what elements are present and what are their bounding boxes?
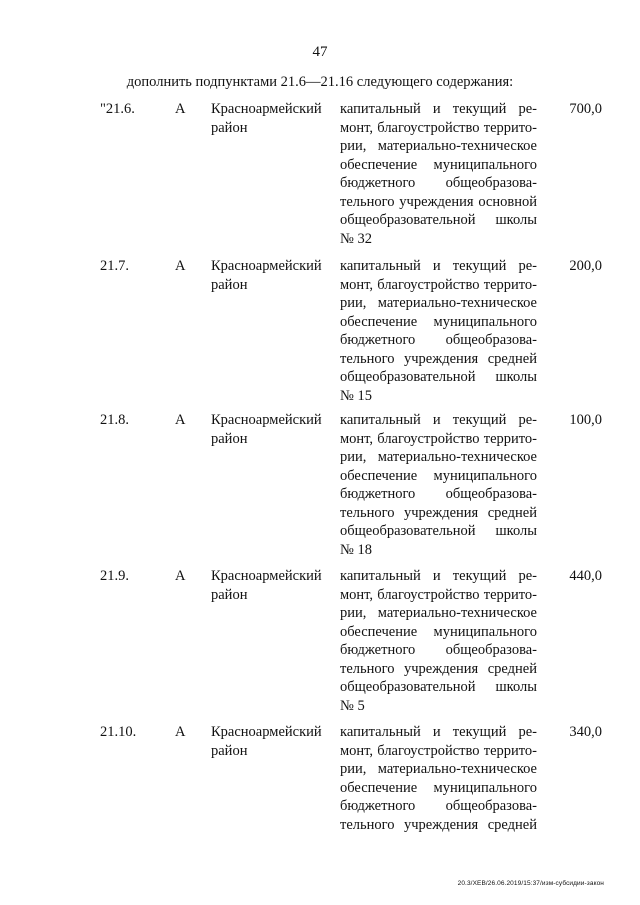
description-line: бюджетного общеобразова- (340, 642, 537, 658)
district-line: Красноармейский (211, 412, 322, 428)
district-line: Красноармейский (211, 101, 322, 117)
description-line: тельного учреждения средней (340, 350, 537, 367)
entry-district (211, 411, 326, 448)
entry-description (340, 567, 537, 715)
entry-description (340, 723, 537, 834)
description-line: общеобразовательной школы (340, 212, 537, 228)
description-line: № 15 (340, 387, 372, 404)
description-line: капитальный и текущий ре- (340, 101, 537, 117)
description-line: бюджетного общеобразова- (340, 798, 537, 814)
intro-text: дополнить подпунктами 21.6—21.16 следующего содержания: (126, 74, 514, 90)
entry-number: 21.7. (100, 258, 129, 274)
description-line: капитальный и текущий ре- (340, 724, 537, 740)
entry-category: А (175, 724, 186, 740)
entry-description (340, 257, 537, 405)
page-number: 47 (312, 44, 328, 60)
entry-district (211, 257, 326, 294)
entry-category: А (175, 101, 186, 117)
district-line: район (211, 742, 248, 759)
description-line: бюджетного общеобразова- (340, 175, 537, 191)
entry-amount: 200,0 (569, 258, 602, 274)
entry-amount: 340,0 (569, 724, 602, 740)
description-line: монт, благоустройство террито- (340, 119, 537, 136)
description-line: капитальный и текущий ре- (340, 412, 537, 428)
district-line: район (211, 119, 248, 136)
entry-category: А (175, 568, 186, 584)
entry-number: 21.9. (100, 568, 129, 584)
entry-category: А (175, 412, 186, 428)
description-line: бюджетного общеобразова- (340, 486, 537, 502)
footer-stamp: 20.3/ХЕВ/26.06.2019/15:37/изм-субсидии-закон (457, 880, 604, 887)
description-line: бюджетного общеобразова- (340, 332, 537, 348)
district-line: Красноармейский (211, 724, 322, 740)
description-line: рии, материально-техническое (340, 138, 537, 154)
description-line: монт, благоустройство террито- (340, 586, 537, 603)
description-line: обеспечение муниципального (340, 467, 537, 484)
district-line: район (211, 276, 248, 293)
description-line: монт, благоустройство террито- (340, 430, 537, 447)
district-line: Красноармейский (211, 568, 322, 584)
description-line: рии, материально-техническое (340, 449, 537, 465)
entry-district (211, 100, 326, 137)
description-line: монт, благоустройство террито- (340, 742, 537, 759)
entry-amount: 100,0 (569, 412, 602, 428)
description-line: капитальный и текущий ре- (340, 568, 537, 584)
entry-description (340, 100, 537, 248)
description-line: рии, материально-техническое (340, 605, 537, 621)
description-line: общеобразовательной школы (340, 679, 537, 695)
description-line: монт, благоустройство террито- (340, 276, 537, 293)
district-line: район (211, 430, 248, 447)
entry-district (211, 567, 326, 604)
entry-amount: 700,0 (569, 101, 602, 117)
entry-number: 21.8. (100, 412, 129, 428)
description-line: обеспечение муниципального (340, 313, 537, 330)
entry-amount: 440,0 (569, 568, 602, 584)
description-line: тельного учреждения средней (340, 660, 537, 677)
description-line: общеобразовательной школы (340, 369, 537, 385)
entry-category: А (175, 258, 186, 274)
entry-number: 21.10. (100, 724, 137, 740)
description-line: № 18 (340, 541, 372, 558)
description-line: тельного учреждения средней (340, 816, 537, 833)
description-line: обеспечение муниципального (340, 779, 537, 796)
description-line: тельного учреждения основной (340, 193, 537, 210)
entry-number: "21.6. (100, 101, 135, 117)
description-line: общеобразовательной школы (340, 523, 537, 539)
description-line: рии, материально-техническое (340, 295, 537, 311)
entry-district (211, 723, 326, 760)
description-line: тельного учреждения средней (340, 504, 537, 521)
description-line: обеспечение муниципального (340, 156, 537, 173)
description-line: рии, материально-техническое (340, 761, 537, 777)
description-line: обеспечение муниципального (340, 623, 537, 640)
district-line: район (211, 586, 248, 603)
description-line: № 5 (340, 697, 365, 714)
entry-description (340, 411, 537, 559)
description-line: капитальный и текущий ре- (340, 258, 537, 274)
district-line: Красноармейский (211, 258, 322, 274)
description-line: № 32 (340, 230, 372, 247)
